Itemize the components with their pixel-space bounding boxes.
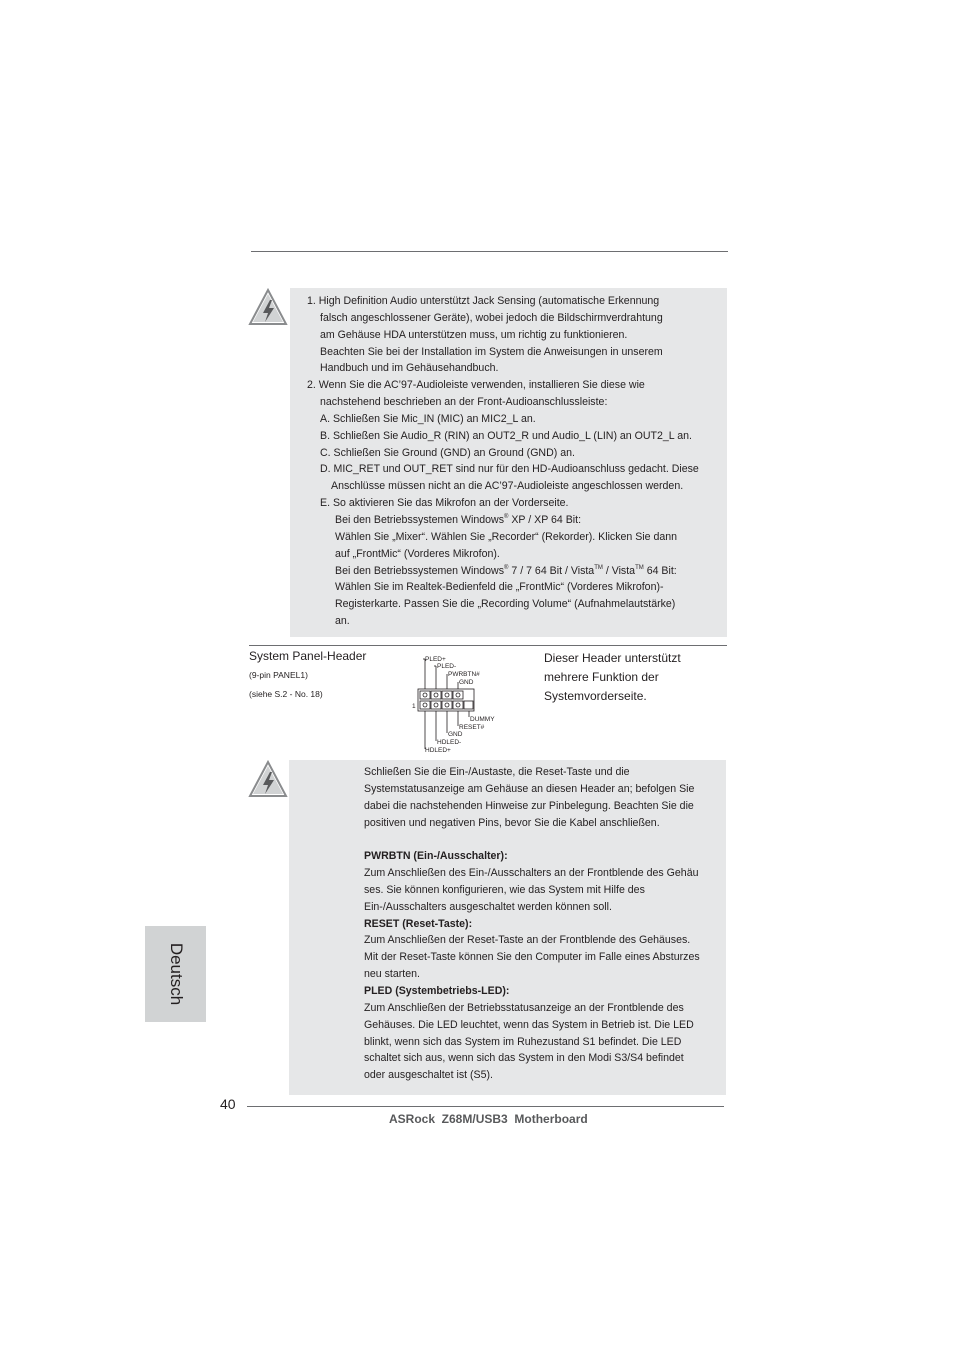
page-number: 40 <box>220 1096 236 1112</box>
pin-label: GND <box>448 731 463 738</box>
header-subtitle: (9-pin PANEL1) <box>249 670 308 680</box>
header-description <box>544 649 681 706</box>
footer-rule <box>247 1106 724 1107</box>
note-line: falsch angeschlossener Geräte), wobei jedoch die Bildschirmverdrahtung <box>320 311 663 324</box>
note-line: dabei die nachstehenden Hinweise zur Pinbelegung. Beachten Sie die <box>364 799 694 812</box>
note-line: ses. Sie können konfigurieren, wie das System mit Hilfe des <box>364 883 645 896</box>
note-line: Wählen Sie „Mixer“. Wählen Sie „Recorder“ (Rekorder). Klicken Sie dann <box>335 530 678 543</box>
note-line: E. So aktivieren Sie das Mikrofon an der Vorderseite. <box>320 497 569 510</box>
spacer <box>364 831 700 848</box>
note-line: an. <box>335 615 350 628</box>
pin-label: PWRBTN# <box>448 671 480 678</box>
note-line: Systemstatusanzeige am Gehäuse an diesen Header an; befolgen Sie <box>364 782 695 795</box>
warning-icon <box>248 760 288 798</box>
pin-label: PLED+ <box>425 656 446 663</box>
note-line: am Gehäuse HDA unterstützen muss, um richtig zu funktionieren. <box>320 328 628 341</box>
win7-heading: Bei den Betriebssystemen Windows® 7 / 7 64 Bit / Vista™ / Vista™ 64 Bit: <box>335 564 677 577</box>
note-line: neu starten. <box>364 968 420 981</box>
footer-product: ASRock Z68M/USB3 Motherboard <box>389 1112 588 1126</box>
header-title: System Panel-Header <box>249 649 367 663</box>
pin-label: HDLED- <box>437 739 462 746</box>
note-line: Anschlüsse müssen nicht an die AC’97-Audioleiste angeschlossen werden. <box>331 480 684 493</box>
note-line: Beachten Sie bei der Installation im System die Anweisungen in unserem <box>320 345 663 358</box>
pin-one-label: 1 <box>412 703 416 710</box>
language-tab <box>145 926 206 1022</box>
top-rule <box>251 251 728 252</box>
desc-line: Systemvorderseite. <box>544 689 647 703</box>
xp-heading: Bei den Betriebssystemen Windows® XP / XP 64 Bit: <box>335 513 582 526</box>
note-line: 1. High Definition Audio unterstützt Jack Sensing (automatische Erkennung <box>307 295 660 307</box>
pin-label: PLED- <box>437 663 457 670</box>
note-line: auf „FrontMic“ (Vorderes Mikrofon). <box>335 547 500 560</box>
note-line: A. Schließen Sie Mic_IN (MIC) an MIC2_L an. <box>320 412 536 425</box>
note-audio-text <box>307 293 699 630</box>
note-line: Zum Anschließen der Reset-Taste an der Frontblende des Gehäuses. <box>364 934 691 947</box>
note-line: Wählen Sie im Realtek-Bedienfeld die „FrontMic“ (Vorderes Mikrofon)- <box>335 581 664 594</box>
note-line: schaltet sich aus, wenn sich das System in den Modi S3/S4 befindet <box>364 1052 684 1065</box>
note-line: D. MIC_RET und OUT_RET sind nur für den HD-Audioanschluss gedacht. Diese <box>320 463 699 476</box>
panel-header-diagram <box>410 653 505 753</box>
note-line: B. Schließen Sie Audio_R (RIN) an OUT2_R und Audio_L (LIN) an OUT2_L an. <box>320 429 692 442</box>
note-line: oder ausgeschaltet ist (S5). <box>364 1069 493 1082</box>
note-line: Ein-/Ausschalters ausgeschaltet werden können soll. <box>364 900 612 913</box>
note-panel-text <box>364 764 700 1084</box>
note-line: positiven und negativen Pins, bevor Sie die Kabel anschließen. <box>364 816 660 829</box>
note-line: 2. Wenn Sie die AC’97-Audioleiste verwenden, installieren Sie diese wie <box>307 379 645 392</box>
warning-icon <box>248 288 288 326</box>
desc-line: Dieser Header unterstützt <box>544 651 681 665</box>
note-line: Schließen Sie die Ein-/Austaste, die Reset-Taste und die <box>364 766 630 778</box>
section-rule <box>249 645 727 646</box>
pwrbtn-title: PWRBTN (Ein-/Ausschalter): <box>364 850 508 863</box>
note-line: Gehäuses. Die LED leuchtet, wenn das System in Betrieb ist. Die LED <box>364 1018 694 1031</box>
note-line: Registerkarte. Passen Sie die „Recording Volume“ (Aufnahmelautstärke) <box>335 598 676 611</box>
note-line: Handbuch und im Gehäusehandbuch. <box>320 362 499 375</box>
pin-label: GND <box>459 679 474 686</box>
header-reference: (siehe S.2 - No. 18) <box>249 689 323 699</box>
note-line: C. Schließen Sie Ground (GND) an Ground (GND) an. <box>320 446 575 459</box>
desc-line: mehrere Funktion der <box>544 670 659 684</box>
note-line: Zum Anschließen des Ein-/Ausschalters an der Frontblende des Gehäu <box>364 867 699 880</box>
pin-label: DUMMY <box>470 716 495 723</box>
note-line: nachstehend beschrieben an der Front-Audioanschlussleiste: <box>320 396 608 409</box>
note-line: Mit der Reset-Taste können Sie den Computer im Falle eines Absturzes <box>364 951 700 964</box>
pin-label: RESET# <box>459 724 485 731</box>
note-line: blinkt, wenn sich das System im Ruhezustand S1 befindet. Die LED <box>364 1035 682 1048</box>
note-line: Zum Anschließen der Betriebsstatusanzeige an der Frontblende des <box>364 1001 684 1014</box>
pin-label: HDLED+ <box>425 747 451 753</box>
reset-title: RESET (Reset-Taste): <box>364 917 473 930</box>
language-tab-label: Deutsch <box>166 942 186 1006</box>
pled-title: PLED (Systembetriebs-LED): <box>364 984 510 997</box>
